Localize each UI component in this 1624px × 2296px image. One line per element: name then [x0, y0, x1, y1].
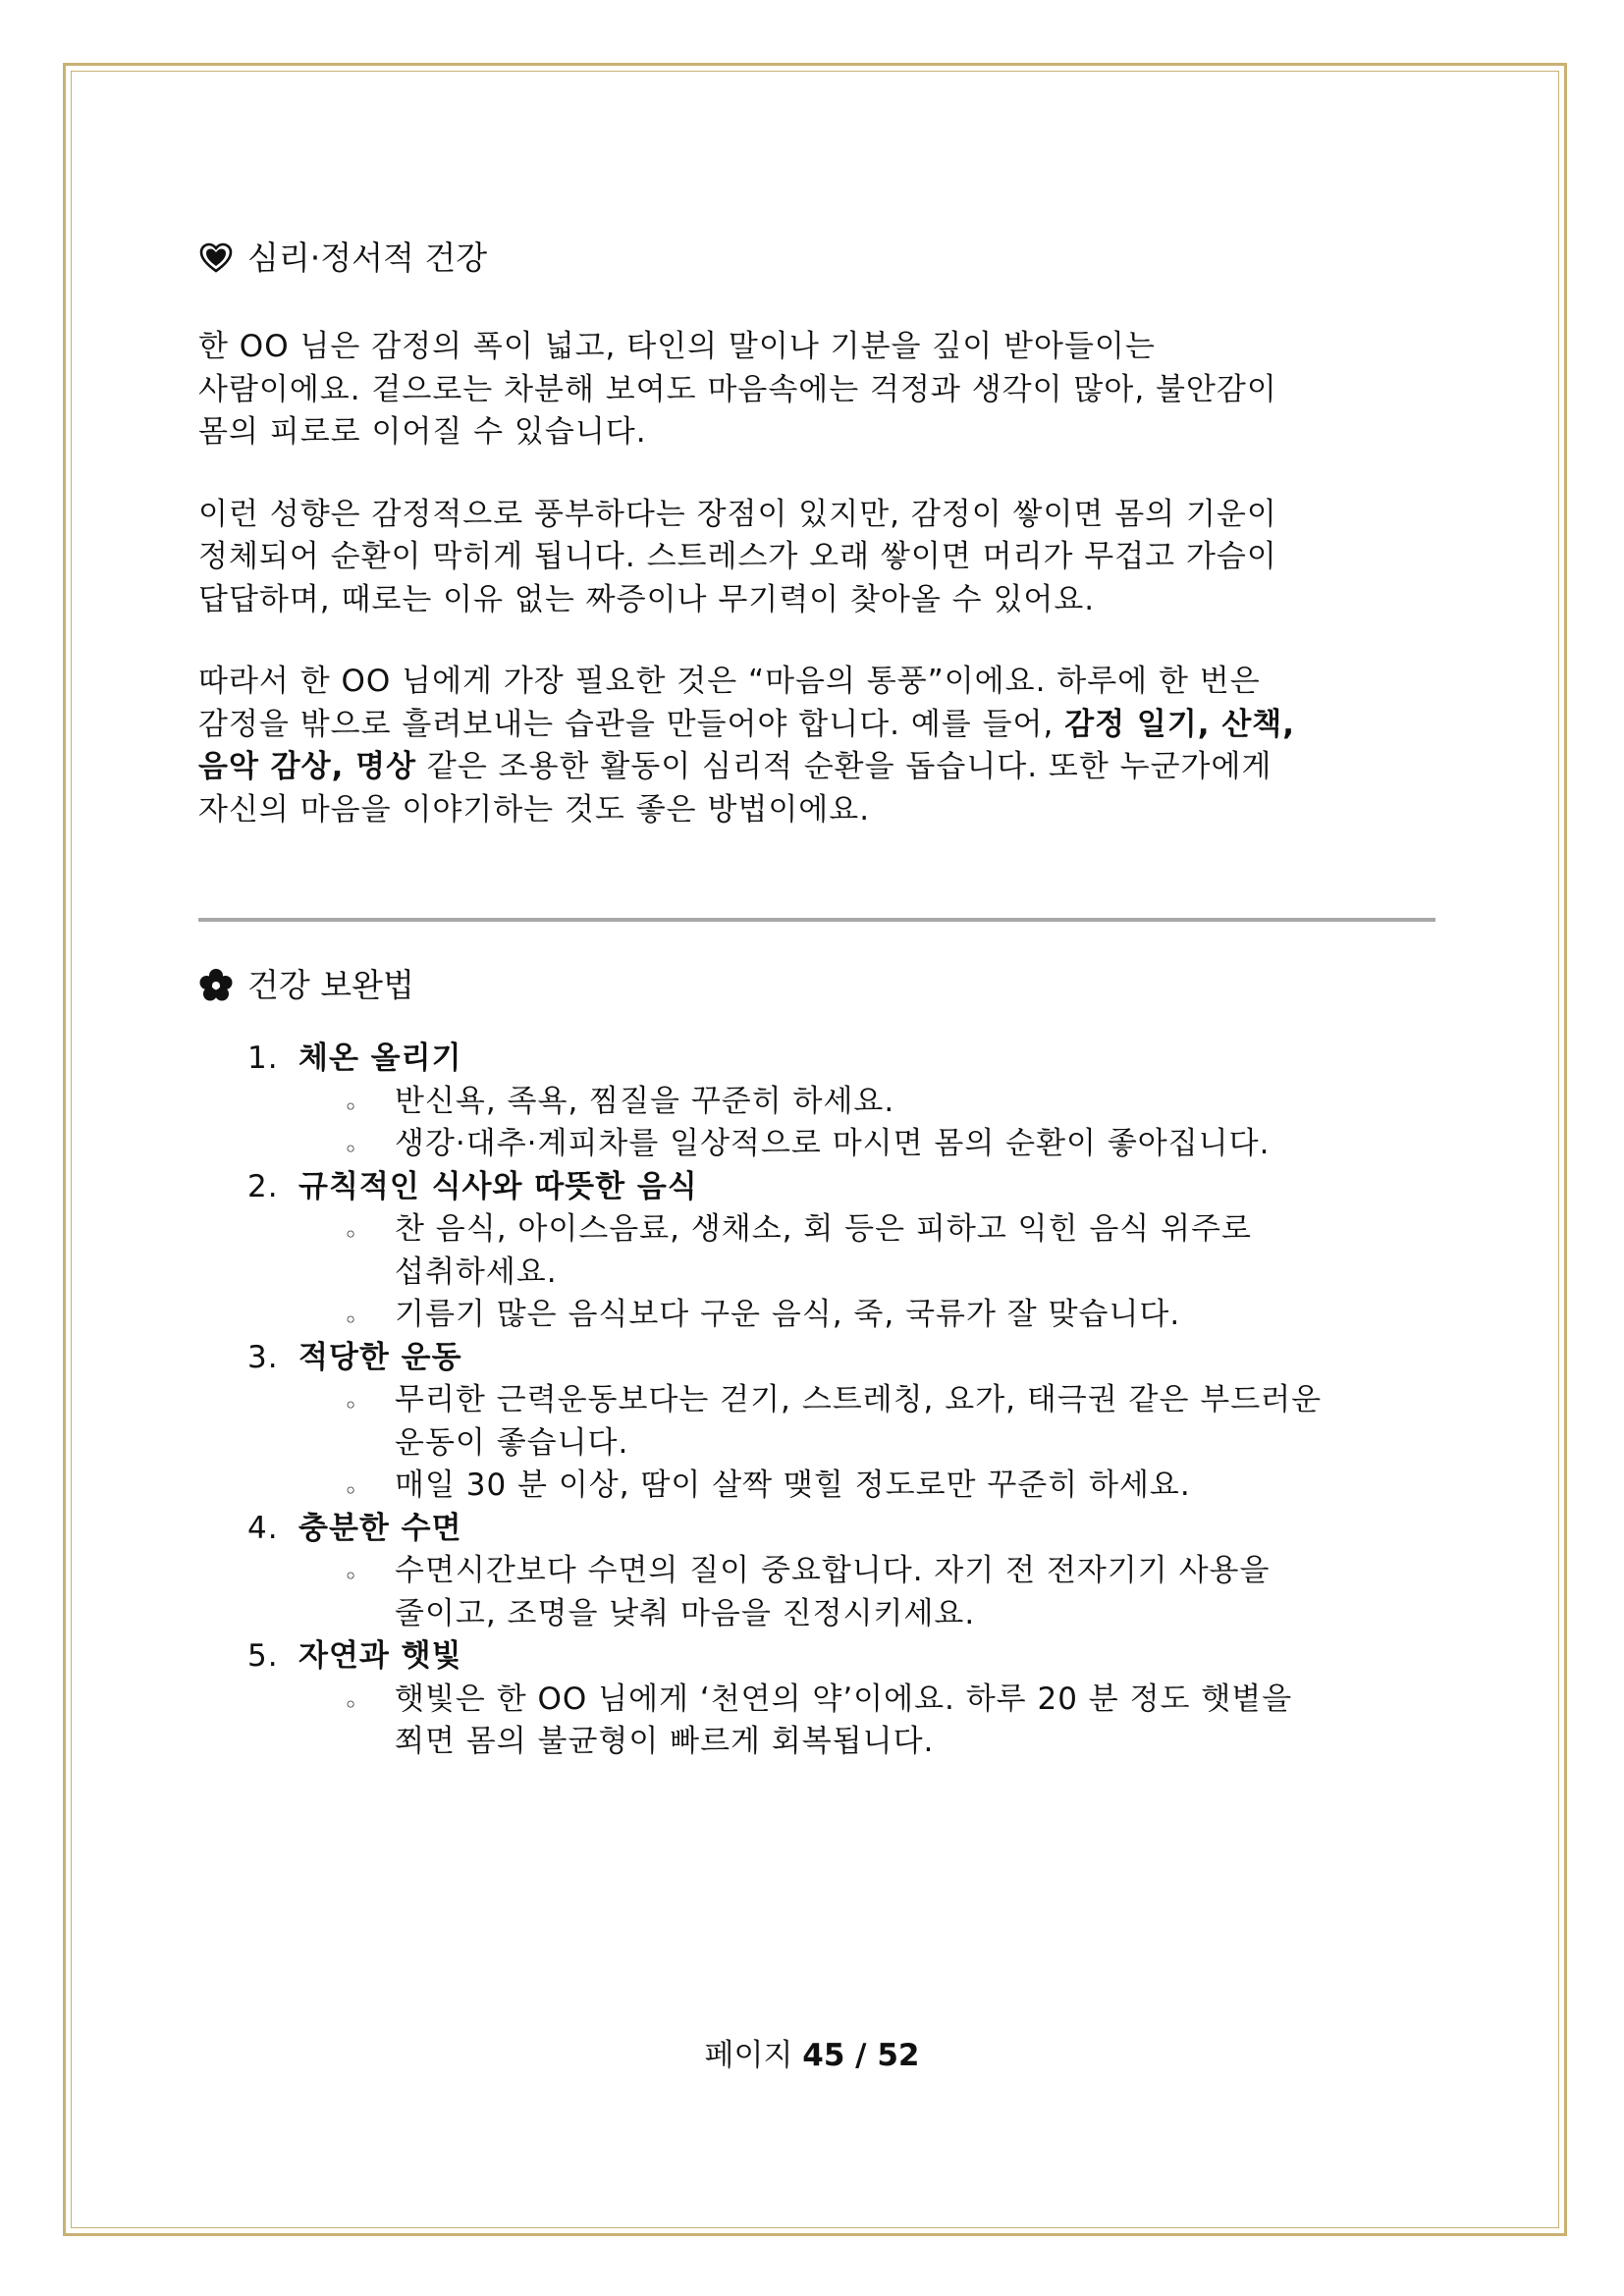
page-total: 52 — [877, 2038, 920, 2073]
list-subitem — [198, 1294, 1435, 1337]
bold-term: 명상 — [355, 749, 417, 784]
list-subitem — [198, 1081, 1435, 1124]
paragraph-2 — [198, 494, 1435, 622]
list-subitem — [198, 1679, 1435, 1764]
list-subitem-line: 기름기 많은 음식보다 구운 음식, 죽, 국류가 잘 맞습니다. — [395, 1297, 1181, 1332]
circle-bullet-icon: ◦ — [344, 1392, 359, 1419]
list-subitem-line: 찬 음식, 아이스음료, 생채소, 회 등은 피하고 익힌 음식 위주로 — [395, 1211, 1252, 1247]
text-run: 같은 조용한 활동이 심리적 순환을 돕습니다. 또한 누군가에게 — [416, 749, 1272, 784]
list-subitem-line: 햇빛은 한 OO 님에게 ‘천연의 약’이에요. 하루 20 분 정도 햇볕을 — [395, 1681, 1293, 1717]
section-title-remedies: 건강 보완법 — [247, 966, 414, 1004]
text-run: , — [331, 749, 356, 784]
list-item-heading: 충분한 수면 — [298, 1510, 462, 1546]
page-content — [198, 236, 1435, 1764]
list-item-title — [198, 1508, 1435, 1551]
circle-bullet-icon: ◦ — [344, 1690, 359, 1719]
list-subitem — [198, 1379, 1435, 1465]
list-item-title — [198, 1337, 1435, 1380]
list-item-heading: 규칙적인 식사와 따뜻한 음식 — [298, 1168, 698, 1204]
page-separator: / — [844, 2038, 878, 2073]
list-item-number: 5. — [247, 1638, 279, 1674]
list-subitem-line: 쬐면 몸의 불균형이 빠르게 회복됩니다. — [395, 1724, 935, 1759]
list-subitem — [198, 1123, 1435, 1166]
list-subitem-line: 섭취하세요. — [395, 1254, 558, 1290]
circle-bullet-icon: ◦ — [344, 1477, 359, 1505]
page-label: 페이지 — [704, 2038, 803, 2073]
section-heading-remedies — [198, 963, 1435, 1008]
list-subitem-line: 줄이고, 조명을 낮춰 마음을 진정시키세요. — [395, 1595, 976, 1631]
paragraph-3 — [198, 661, 1435, 831]
list-item-number: 3. — [247, 1339, 279, 1375]
list-subitem — [198, 1208, 1435, 1294]
list-item-title — [198, 1635, 1435, 1679]
paragraph-line: 자신의 마음을 이야기하는 것도 좋은 방법이에요. — [198, 791, 871, 828]
flower-icon — [198, 968, 234, 1003]
paragraph-line: 한 OO 님은 감정의 폭이 넓고, 타인의 말이나 기분을 깊이 받아들이는 — [198, 329, 1156, 364]
paragraph-line: 사람이에요. 겉으로는 차분해 보여도 마음속에는 걱정과 생각이 많아, 불안감이 — [198, 371, 1277, 407]
list-item-title — [198, 1038, 1435, 1081]
list-item-number: 2. — [247, 1168, 279, 1204]
bold-term: 감정 일기 — [1064, 706, 1198, 742]
remedy-list — [198, 1038, 1435, 1764]
list-subitem-line: 무리한 근력운동보다는 걷기, 스트레칭, 요가, 태극권 같은 부드러운 — [395, 1382, 1323, 1417]
page-current: 45 — [802, 2038, 845, 2073]
list-subitem-line: 반신욕, 족욕, 찜질을 꾸준히 하세요. — [395, 1083, 895, 1119]
list-subitem-line: 운동이 좋습니다. — [395, 1424, 629, 1461]
list-subitem-line: 수면시간보다 수면의 질이 중요합니다. 자기 전 전자기기 사용을 — [395, 1553, 1271, 1588]
paragraph-line: 몸의 피로로 이어질 수 있습니다. — [198, 414, 647, 450]
bold-term: 산책 — [1221, 706, 1283, 742]
paragraph-line — [198, 704, 1435, 747]
list-subitem-line: 생강·대추·계피차를 일상적으로 마시면 몸의 순환이 좋아집니다. — [395, 1126, 1271, 1161]
list-item-title — [198, 1166, 1435, 1209]
paragraph-line: 이런 성향은 감정적으로 풍부하다는 장점이 있지만, 감정이 쌓이면 몸의 기운이 — [198, 496, 1277, 532]
circle-bullet-icon: ◦ — [344, 1221, 359, 1249]
page-footer — [0, 2030, 1624, 2074]
list-subitem — [198, 1550, 1435, 1635]
text-run: , — [1197, 706, 1222, 742]
circle-bullet-icon: ◦ — [344, 1093, 359, 1121]
list-item-number: 1. — [247, 1041, 279, 1076]
paragraph-line — [198, 746, 1435, 789]
bold-term: 음악 감상 — [198, 749, 332, 784]
text-run: , — [1282, 706, 1296, 742]
heart-icon — [198, 240, 234, 276]
paragraph-line: 정체되어 순환이 막히게 됩니다. 스트레스가 오래 쌓이면 머리가 무겁고 가슴이 — [198, 539, 1277, 574]
list-subitem-line: 매일 30 분 이상, 땀이 살짝 맺힐 정도로만 꾸준히 하세요. — [395, 1468, 1191, 1503]
section-heading-psych — [198, 236, 1435, 281]
circle-bullet-icon: ◦ — [344, 1563, 359, 1590]
list-item-number: 4. — [247, 1510, 279, 1546]
paragraph-1 — [198, 326, 1435, 454]
text-run: 감정을 밖으로 흘려보내는 습관을 만들어야 합니다. 예를 들어, — [198, 706, 1065, 742]
paragraph-line: 답답하며, 때로는 이유 없는 짜증이나 무기력이 찾아올 수 있어요. — [198, 581, 1096, 617]
circle-bullet-icon: ◦ — [344, 1136, 359, 1163]
list-item-heading: 적당한 운동 — [298, 1339, 462, 1375]
section-title-psych: 심리·정서적 건강 — [247, 239, 488, 277]
list-subitem — [198, 1465, 1435, 1508]
paragraph-line: 따라서 한 OO 님에게 가장 필요한 것은 “마음의 통풍”이에요. 하루에 한 번은 — [198, 664, 1261, 699]
list-item-heading: 체온 올리기 — [298, 1041, 462, 1076]
list-item-heading: 자연과 햇빛 — [298, 1638, 462, 1674]
circle-bullet-icon: ◦ — [344, 1307, 359, 1334]
